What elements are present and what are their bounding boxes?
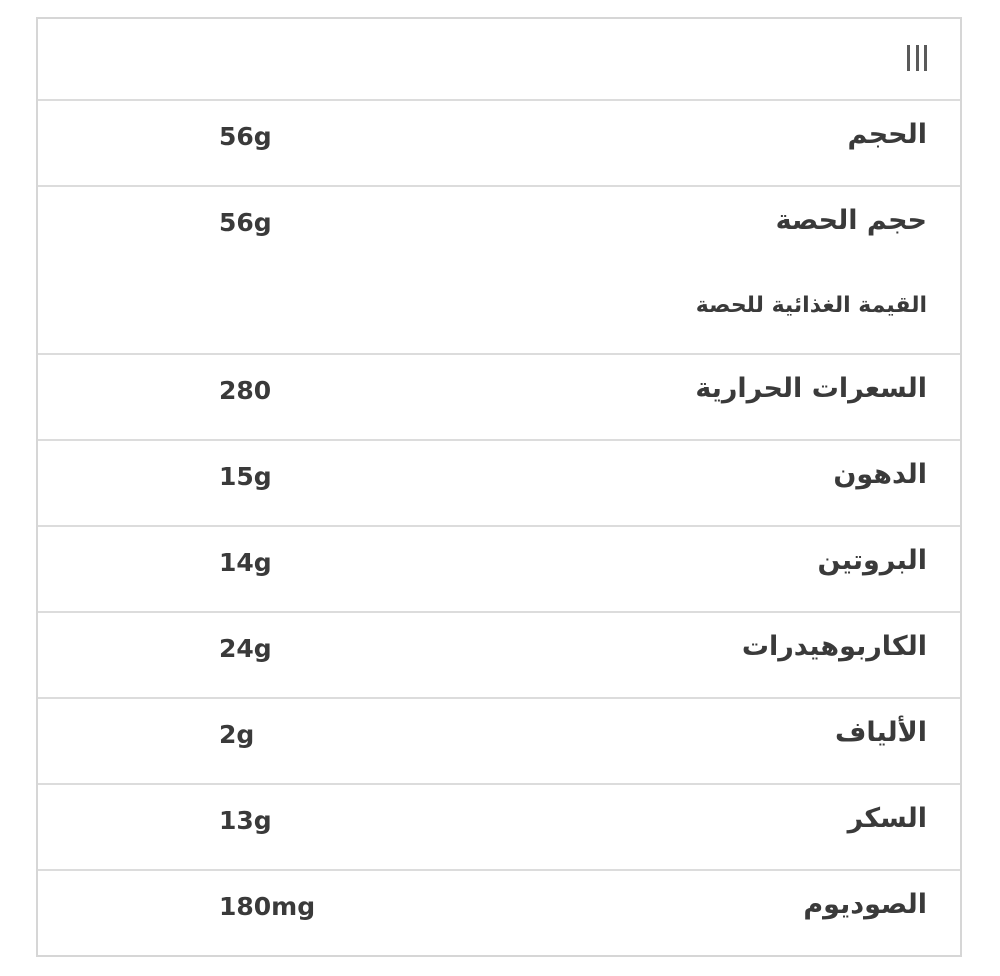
- table-row-serving-size: [38, 187, 960, 355]
- row-value: 2g: [219, 720, 255, 749]
- table-row-sugar: [38, 785, 960, 871]
- row-value: 13g: [219, 806, 272, 835]
- row-value: 56g: [219, 122, 272, 151]
- bar: [924, 45, 927, 71]
- row-value: 24g: [219, 634, 272, 663]
- row-label: حجم الحصة: [775, 205, 927, 236]
- bar: [916, 45, 919, 71]
- row-label: الصوديوم: [803, 889, 927, 920]
- bar: [907, 45, 910, 71]
- table-row-volume: [38, 101, 960, 187]
- row-label: البروتين: [817, 545, 927, 576]
- row-label: الكاربوهيدرات: [741, 631, 927, 662]
- row-value: 56g: [219, 208, 272, 237]
- row-value: 280: [219, 376, 272, 405]
- row-value: 14g: [219, 548, 272, 577]
- row-label: السكر: [847, 803, 927, 834]
- row-sublabel: القيمة الغذائية للحصة: [695, 293, 927, 318]
- table-row-sodium: [38, 871, 960, 957]
- table-row-fat: [38, 441, 960, 527]
- vertical-bars-icon[interactable]: [907, 45, 927, 71]
- row-label: الحجم: [847, 119, 927, 150]
- table-header: [38, 19, 960, 101]
- table-row-carbohydrates: [38, 613, 960, 699]
- table-row-protein: [38, 527, 960, 613]
- row-label: السعرات الحرارية: [695, 373, 927, 404]
- row-label: الألياف: [834, 717, 927, 748]
- table-row-calories: [38, 355, 960, 441]
- row-value: 15g: [219, 462, 272, 491]
- nutrition-table: [36, 17, 962, 957]
- row-value: 180mg: [219, 892, 316, 921]
- table-row-fiber: [38, 699, 960, 785]
- row-label: الدهون: [833, 459, 927, 490]
